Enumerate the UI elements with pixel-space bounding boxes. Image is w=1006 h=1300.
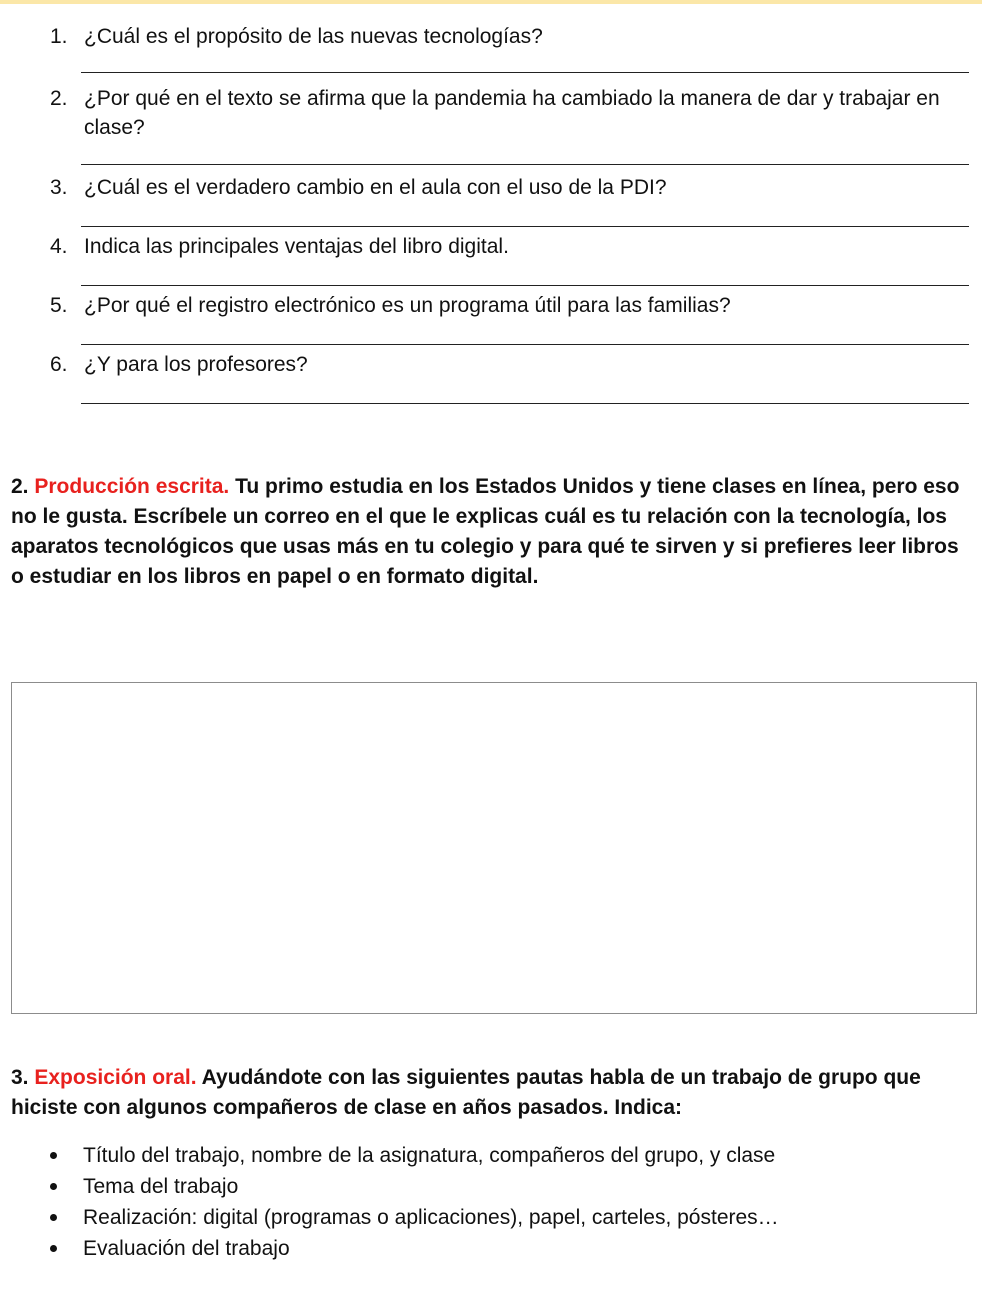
question-text: ¿Por qué en el texto se afirma que la pandemia ha cambiado la manera de dar y trabajar en clase?: [84, 87, 940, 139]
list-item: [50, 1203, 970, 1234]
question-number: 5.: [50, 294, 68, 317]
list-item-text: Evaluación del trabajo: [83, 1237, 290, 1260]
writing-answer-box[interactable]: [11, 682, 977, 1014]
list-item-text: Título del trabajo, nombre de la asignatura, compañeros del grupo, y clase: [83, 1144, 776, 1167]
guidelines-list: [50, 1141, 970, 1265]
bullet-icon: [50, 1245, 57, 1252]
list-item: [50, 1141, 970, 1172]
section-2-instructions: [11, 472, 971, 592]
section-3-instructions: [11, 1063, 971, 1123]
question-text: ¿Por qué el registro electrónico es un programa útil para las familias?: [84, 294, 731, 317]
section-body: Ayudándote con las siguientes pautas habla de un trabajo de grupo que hiciste con algunos compañeros de clase en años pasados. Indica:: [11, 1066, 921, 1119]
section-title: Exposición oral.: [34, 1066, 197, 1089]
section-number: 3.: [11, 1066, 29, 1089]
list-item-text: Tema del trabajo: [83, 1175, 239, 1198]
section-body: Tu primo estudia en los Estados Unidos y tiene clases en línea, pero eso no le gusta. Escríbele un correo en el que le explicas cuál es tu relación con la tecnología, los aparatos tecnológicos que usas más en tu colegio y para qué te sirven y si prefieres leer libros o estudiar en los libros en papel o en formato digital.: [11, 475, 960, 588]
answer-line-3[interactable]: [81, 226, 969, 227]
answer-line-6[interactable]: [81, 403, 969, 404]
bullet-icon: [50, 1152, 57, 1159]
bullet-icon: [50, 1183, 57, 1190]
question-number: 2.: [50, 87, 68, 110]
question-number: 1.: [50, 25, 68, 48]
top-strip: [0, 0, 982, 4]
bullet-icon: [50, 1214, 57, 1221]
list-item: [50, 1234, 970, 1265]
section-number: 2.: [11, 475, 29, 498]
question-text: ¿Cuál es el verdadero cambio en el aula con el uso de la PDI?: [84, 176, 667, 199]
answer-line-2[interactable]: [81, 164, 969, 165]
section-title: Producción escrita.: [34, 475, 230, 498]
question-text: ¿Y para los profesores?: [84, 353, 308, 376]
answer-line-5[interactable]: [81, 344, 969, 345]
answer-line-4[interactable]: [81, 285, 969, 286]
answer-line-1[interactable]: [81, 72, 969, 73]
list-item-text: Realización: digital (programas o aplicaciones), papel, carteles, pósteres…: [83, 1206, 779, 1229]
question-text: ¿Cuál es el propósito de las nuevas tecnologías?: [84, 25, 543, 48]
question-number: 3.: [50, 176, 68, 199]
list-item: [50, 1172, 970, 1203]
question-number: 4.: [50, 235, 68, 258]
question-number: 6.: [50, 353, 68, 376]
question-text: Indica las principales ventajas del libro digital.: [84, 235, 509, 258]
